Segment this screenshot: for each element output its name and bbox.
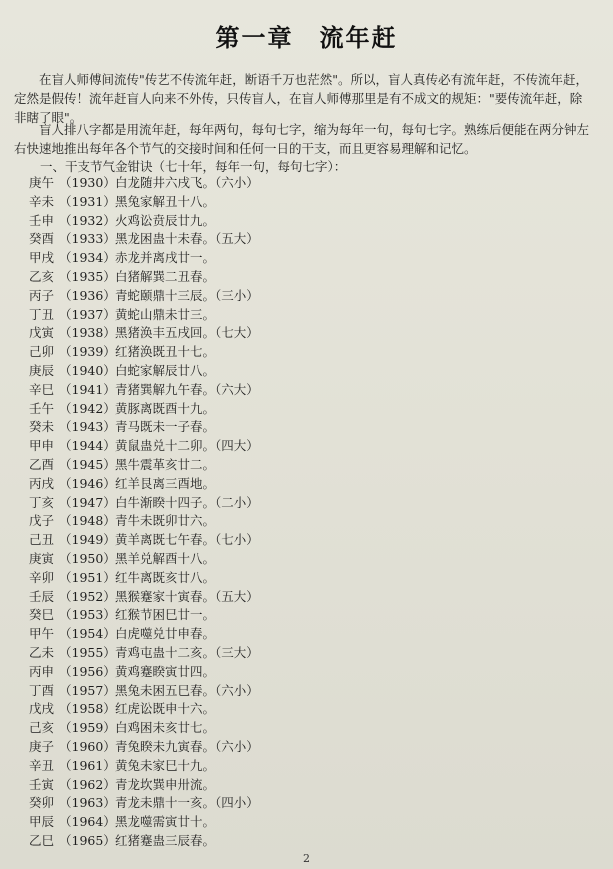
ganzhi: 辛丑: [29, 757, 55, 773]
year: （1959）: [59, 720, 116, 736]
year: （1935）: [59, 268, 116, 284]
verse: 红牛离既亥廿八。: [115, 569, 216, 585]
ganzhi: 癸未: [29, 419, 55, 435]
year: （1934）: [59, 250, 116, 266]
list-item: [29, 644, 259, 663]
ganzhi: 己亥: [29, 720, 55, 736]
list-item: [29, 494, 259, 513]
verse: 黑龙困蛊十未春。（五大）: [115, 231, 259, 247]
year: （1955）: [59, 644, 116, 660]
list-item: [29, 400, 259, 419]
verse: 黄鸡蹇睽寅廿四。: [115, 663, 216, 679]
verse: 白牛渐睽十四子。（二小）: [115, 494, 259, 510]
year: （1938）: [59, 325, 116, 341]
intro-paragraph-1: 在盲人师傅间流传"传艺不传流年赶，断语千万也茫然"。所以，盲人真传必有流年赶，不传流年赶，定然是假传！流年赶盲人向来不外传，只传盲人，在盲人师傅那里是有不成文的规矩："要传流年赶，除非瞎了眼"。: [14, 72, 589, 125]
ganzhi: 癸酉: [29, 231, 55, 247]
list-item: [29, 682, 259, 701]
year: （1951）: [59, 569, 116, 585]
list-item: [29, 757, 259, 776]
list-item: [29, 343, 259, 362]
verse: 红猪涣既丑十七。: [115, 344, 216, 360]
ganzhi: 丁酉: [29, 682, 55, 698]
verse: 黄蛇山鼎未廿三。: [115, 306, 216, 322]
verse: 青龙未鼎十一亥。（四小）: [115, 795, 259, 811]
verse: 青龙坎巽申卅流。: [115, 776, 216, 792]
ganzhi: 己卯: [29, 344, 55, 360]
verse: 黑猴蹇家十寅春。（五大）: [115, 588, 259, 604]
verse: 红猴节困巳廿一。: [115, 607, 216, 623]
year: （1954）: [59, 626, 116, 642]
list-item: [29, 437, 259, 456]
year: （1936）: [59, 287, 116, 303]
verse: 青猪巽解九午春。（六大）: [115, 381, 259, 397]
year: （1960）: [59, 738, 116, 754]
ganzhi: 甲午: [29, 626, 55, 642]
list-item: [29, 362, 259, 381]
list-item: [29, 230, 259, 249]
ganzhi: 甲申: [29, 438, 55, 454]
ganzhi: 丁亥: [29, 494, 55, 510]
list-item: [29, 700, 259, 719]
ganzhi: 壬午: [29, 400, 55, 416]
verse: 白猪解巽二丑春。: [115, 268, 216, 284]
year: （1947）: [59, 494, 116, 510]
year: （1957）: [59, 682, 116, 698]
verse: 红虎讼既申十六。: [115, 701, 216, 717]
ganzhi: 辛卯: [29, 569, 55, 585]
ganzhi: 乙亥: [29, 268, 55, 284]
verse-list: [29, 174, 259, 851]
year: （1961）: [59, 757, 116, 773]
year: （1943）: [59, 419, 116, 435]
verse: 黑猪涣丰五戌回。（七大）: [115, 325, 259, 341]
list-item: [29, 569, 259, 588]
list-item: [29, 550, 259, 569]
verse: 青蛇颐鼎十三辰。（三小）: [115, 287, 259, 303]
list-item: [29, 475, 259, 494]
list-item: [29, 193, 259, 212]
verse: 白蛇家解辰廿八。: [115, 362, 216, 378]
verse: 黄羊离既七午春。（七小）: [115, 532, 259, 548]
verse: 黄鼠蛊兑十二卯。（四大）: [115, 438, 259, 454]
year: （1941）: [59, 381, 116, 397]
ganzhi: 丁丑: [29, 306, 55, 322]
year: （1933）: [59, 231, 116, 247]
year: （1931）: [59, 193, 116, 209]
verse: 青牛未既卯廿六。: [115, 513, 216, 529]
list-item: [29, 174, 259, 193]
ganzhi: 戊子: [29, 513, 55, 529]
list-item: [29, 738, 259, 757]
verse: 青马既未一子春。: [115, 419, 216, 435]
year: （1939）: [59, 344, 116, 360]
ganzhi: 丙戌: [29, 475, 55, 491]
intro-paragraph-2: 盲人排八字都是用流年赶，每年两句，每句七字，缩为每年一句，每句七字。熟练后便能在两分钟左右快速地推出每年各个节气的交接时间和任何一日的干支，而且更容易理解和记忆。: [14, 122, 590, 156]
year: （1949）: [59, 532, 116, 548]
list-item: [29, 606, 259, 625]
year: （1946）: [59, 475, 116, 491]
year: （1953）: [59, 607, 116, 623]
ganzhi: 癸巳: [29, 607, 55, 623]
verse: 黑兔家解丑十八。: [115, 193, 216, 209]
list-item: [29, 287, 259, 306]
list-item: [29, 663, 259, 682]
chapter-title: 第一章 流年赶: [215, 23, 398, 52]
year: （1965）: [59, 832, 116, 848]
verse: 黑龙噬需寅廿十。: [115, 814, 216, 830]
verse: 黄豚离既酉十九。: [115, 400, 216, 416]
list-item: [29, 625, 259, 644]
year: （1952）: [59, 588, 116, 604]
verse: 白龙随井六戌飞。（六小）: [115, 175, 259, 190]
list-item: [29, 512, 259, 531]
year: （1937）: [59, 306, 116, 322]
list-item: [29, 531, 259, 550]
ganzhi: 庚午: [29, 175, 55, 190]
list-item: [29, 832, 259, 851]
verse: 火鸡讼贲辰廿九。: [115, 212, 216, 228]
ganzhi: 乙巳: [29, 832, 55, 848]
ganzhi: 丙申: [29, 663, 55, 679]
year: （1963）: [59, 795, 116, 811]
list-item: [29, 456, 259, 475]
list-item: [29, 588, 259, 607]
ganzhi: 甲戌: [29, 250, 55, 266]
list-item: [29, 268, 259, 287]
year: （1944）: [59, 438, 116, 454]
ganzhi: 庚子: [29, 738, 55, 754]
verse: 白虎噬兑廿申春。: [115, 626, 216, 642]
year: （1964）: [59, 814, 116, 830]
year: （1932）: [59, 212, 116, 228]
list-item: [29, 813, 259, 832]
year: （1962）: [59, 776, 116, 792]
year: （1945）: [59, 456, 116, 472]
section-heading: 一、干支节气金钳诀（七十年，每年一句，每句七字）：: [40, 159, 347, 174]
list-item: [29, 776, 259, 795]
year: （1940）: [59, 362, 116, 378]
ganzhi: 壬申: [29, 212, 55, 228]
year: （1956）: [59, 663, 116, 679]
list-item: [29, 381, 259, 400]
year: （1930）: [59, 175, 116, 190]
ganzhi: 庚辰: [29, 362, 55, 378]
list-item: [29, 306, 259, 325]
list-item: [29, 418, 259, 437]
verse: 红猪蹇蛊三辰春。: [115, 832, 216, 848]
verse: 黑牛震革亥廿二。: [115, 456, 216, 472]
ganzhi: 丙子: [29, 287, 55, 303]
year: （1958）: [59, 701, 116, 717]
list-item: [29, 212, 259, 231]
verse: 青兔睽未九寅春。（六小）: [115, 738, 259, 754]
page-number: 2: [303, 852, 310, 865]
verse: 红羊艮离三酉地。: [115, 475, 216, 491]
year: （1948）: [59, 513, 116, 529]
ganzhi: 戊寅: [29, 325, 55, 341]
list-item: [29, 719, 259, 738]
verse: 黄兔未家巳十九。: [115, 757, 216, 773]
verse: 黑羊兑解酉十八。: [115, 550, 216, 566]
list-item: [29, 249, 259, 268]
list-item: [29, 794, 259, 813]
ganzhi: 壬辰: [29, 588, 55, 604]
ganzhi: 壬寅: [29, 776, 55, 792]
ganzhi: 辛未: [29, 193, 55, 209]
ganzhi: 乙未: [29, 644, 55, 660]
verse: 赤龙并离戌廿一。: [115, 250, 216, 266]
ganzhi: 甲辰: [29, 814, 55, 830]
verse: 黑兔未困五巳春。（六小）: [115, 682, 259, 698]
year: （1942）: [59, 400, 116, 416]
ganzhi: 庚寅: [29, 550, 55, 566]
ganzhi: 戊戌: [29, 701, 55, 717]
ganzhi: 辛巳: [29, 381, 55, 397]
verse: 青鸡屯蛊十二亥。（三大）: [115, 644, 259, 660]
verse: 白鸡困未亥廿七。: [115, 720, 216, 736]
ganzhi: 癸卯: [29, 795, 55, 811]
ganzhi: 己丑: [29, 532, 55, 548]
list-item: [29, 324, 259, 343]
year: （1950）: [59, 550, 116, 566]
ganzhi: 乙酉: [29, 456, 55, 472]
